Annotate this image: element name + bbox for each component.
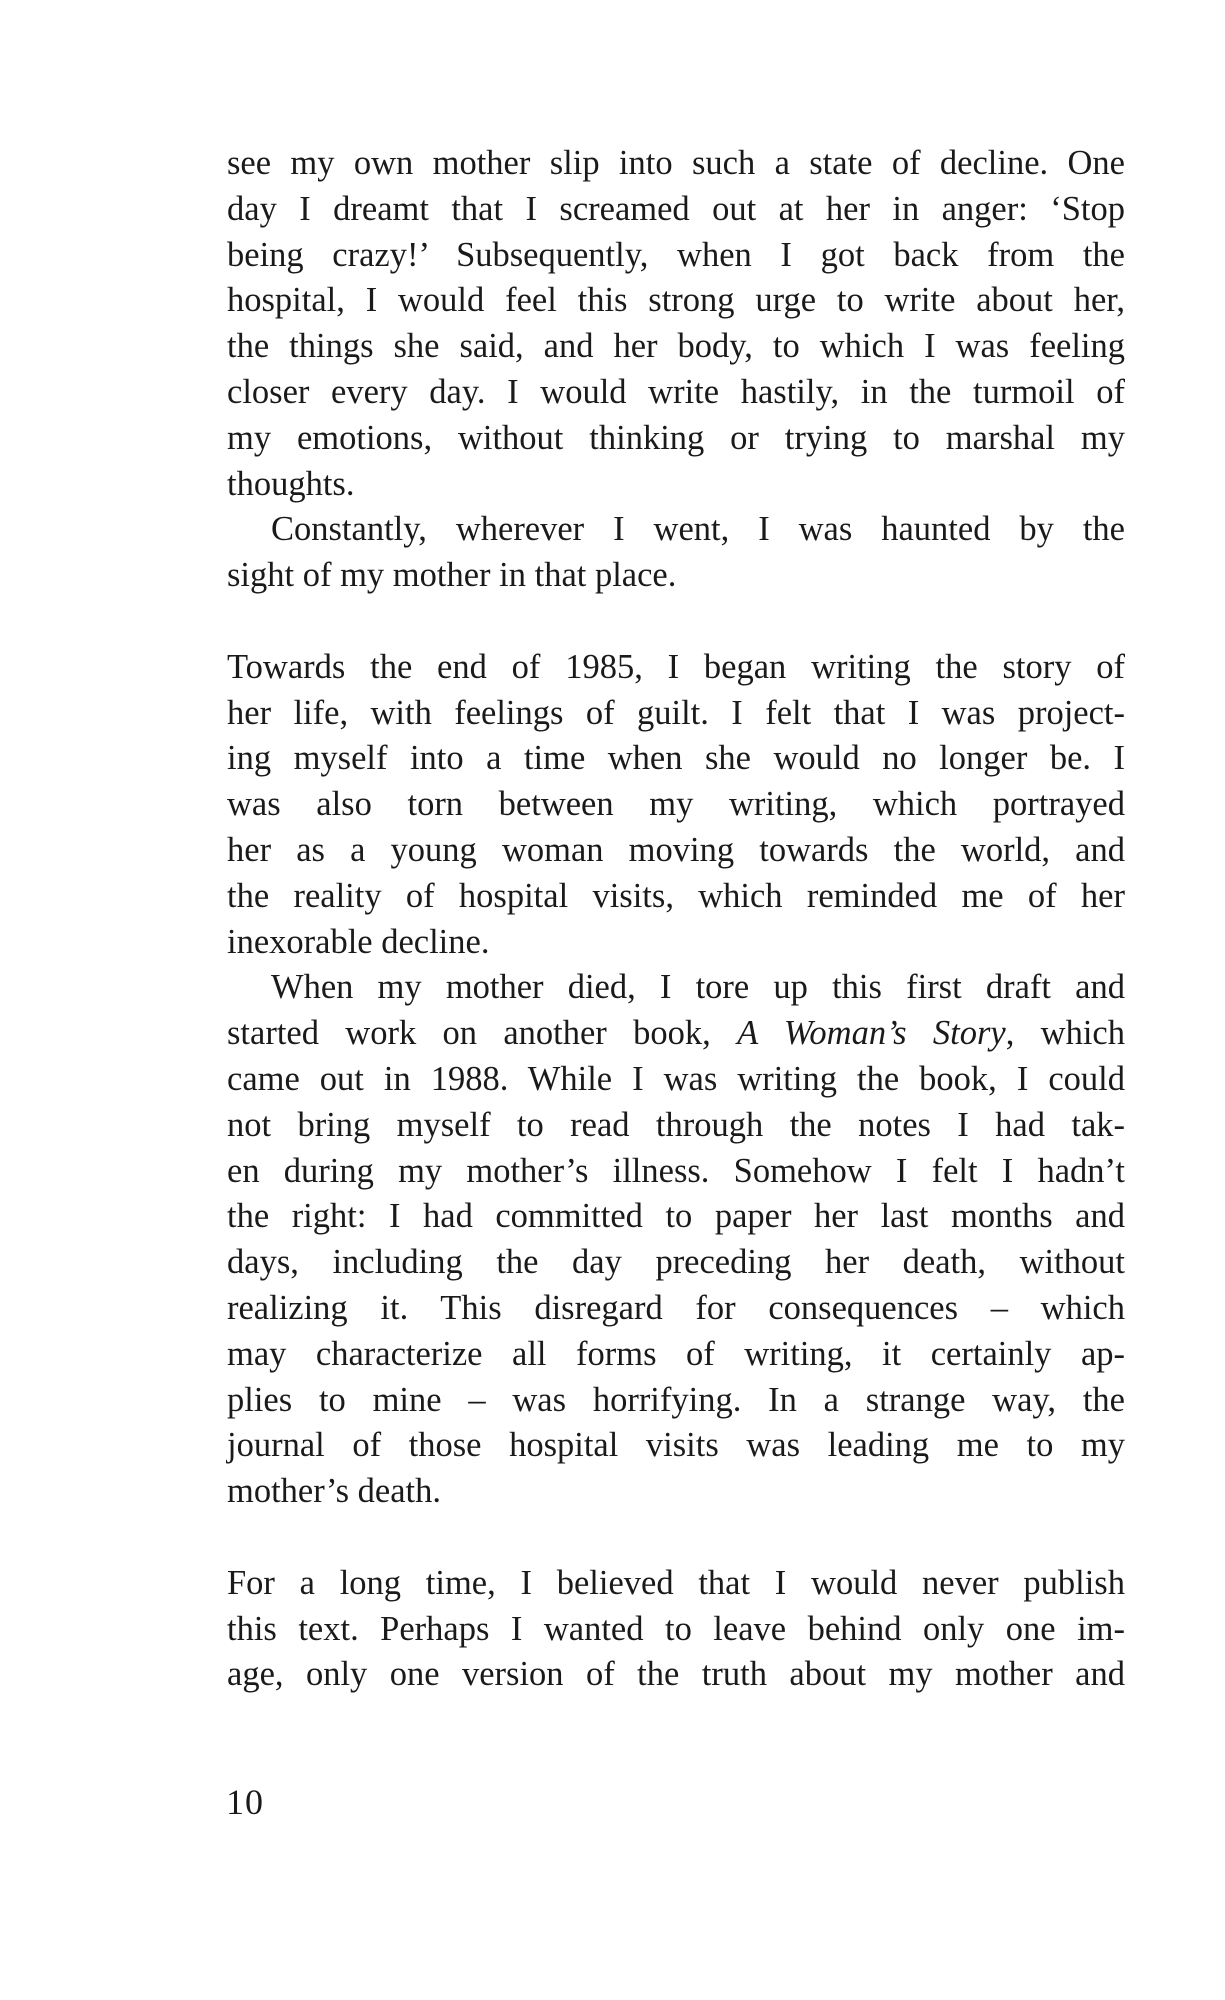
text-line: en during my mother’s illness. Somehow I felt I hadn’t [227, 1151, 1125, 1190]
text-line: plies to mine – was horrifying. In a strange way, the [227, 1380, 1125, 1419]
paragraph-4 [227, 965, 1125, 1515]
text-line: For a long time, I believed that I would never publish [227, 1563, 1125, 1602]
text-line: her life, with feelings of guilt. I felt that I was project- [227, 693, 1125, 732]
text-line: realizing it. This disregard for consequences – which [227, 1288, 1125, 1327]
text-line: closer every day. I would write hastily, in the turmoil of [227, 372, 1125, 411]
text-line: her as a young woman moving towards the world, and [227, 830, 1125, 869]
text-line: When my mother died, I tore up this first draft and [271, 968, 1125, 1007]
text-line: hospital, I would feel this strong urge to write about her, [227, 281, 1125, 320]
page-text [227, 141, 1125, 1698]
page-number: 10 [226, 1782, 264, 1822]
text-line: day I dreamt that I screamed out at her in anger: ‘Stop [227, 189, 1125, 228]
text-line: was also torn between my writing, which portrayed [227, 785, 1125, 824]
text-line: the right: I had committed to paper her last months and [227, 1197, 1125, 1236]
text-line: sight of my mother in that place. [227, 556, 677, 595]
text-line: the reality of hospital visits, which reminded me of her [227, 876, 1125, 915]
paragraph-5 [227, 1561, 1125, 1698]
text-line: came out in 1988. While I was writing the book, I could [227, 1059, 1125, 1098]
text-line: thoughts. [227, 464, 355, 503]
paragraph-1 [227, 141, 1125, 507]
text-line: age, only one version of the truth about my mother and [227, 1655, 1125, 1694]
text-line: this text. Perhaps I wanted to leave behind only one im- [227, 1609, 1125, 1648]
text-fragment: started work on another book, [227, 1014, 738, 1053]
text-line: mother’s death. [227, 1472, 441, 1511]
paragraph-3 [227, 645, 1125, 966]
text-line: days, including the day preceding her death, without [227, 1243, 1125, 1282]
text-line: may characterize all forms of writing, it certainly ap- [227, 1334, 1125, 1373]
book-title: A Woman’s Story [737, 1014, 1006, 1053]
section-break [227, 1515, 1125, 1561]
text-line: inexorable decline. [227, 922, 490, 961]
text-line: my emotions, without thinking or trying to marshal my [227, 418, 1125, 457]
text-line: ing myself into a time when she would no longer be. I [227, 739, 1125, 778]
paragraph-2 [227, 507, 1125, 599]
text-line: the things she said, and her body, to which I was feeling [227, 327, 1125, 366]
text-line: Constantly, wherever I went, I was haunted by the [271, 510, 1125, 549]
text-line-with-title [227, 1011, 1125, 1057]
text-line: not bring myself to read through the notes I had tak- [227, 1105, 1125, 1144]
text-line: journal of those hospital visits was leading me to my [227, 1426, 1125, 1465]
section-break [227, 599, 1125, 645]
text-line: being crazy!’ Subsequently, when I got back from the [227, 235, 1125, 274]
text-line: Towards the end of 1985, I began writing the story of [227, 647, 1125, 686]
text-line: see my own mother slip into such a state of decline. One [227, 144, 1125, 182]
text-fragment: , which [1005, 1014, 1125, 1053]
